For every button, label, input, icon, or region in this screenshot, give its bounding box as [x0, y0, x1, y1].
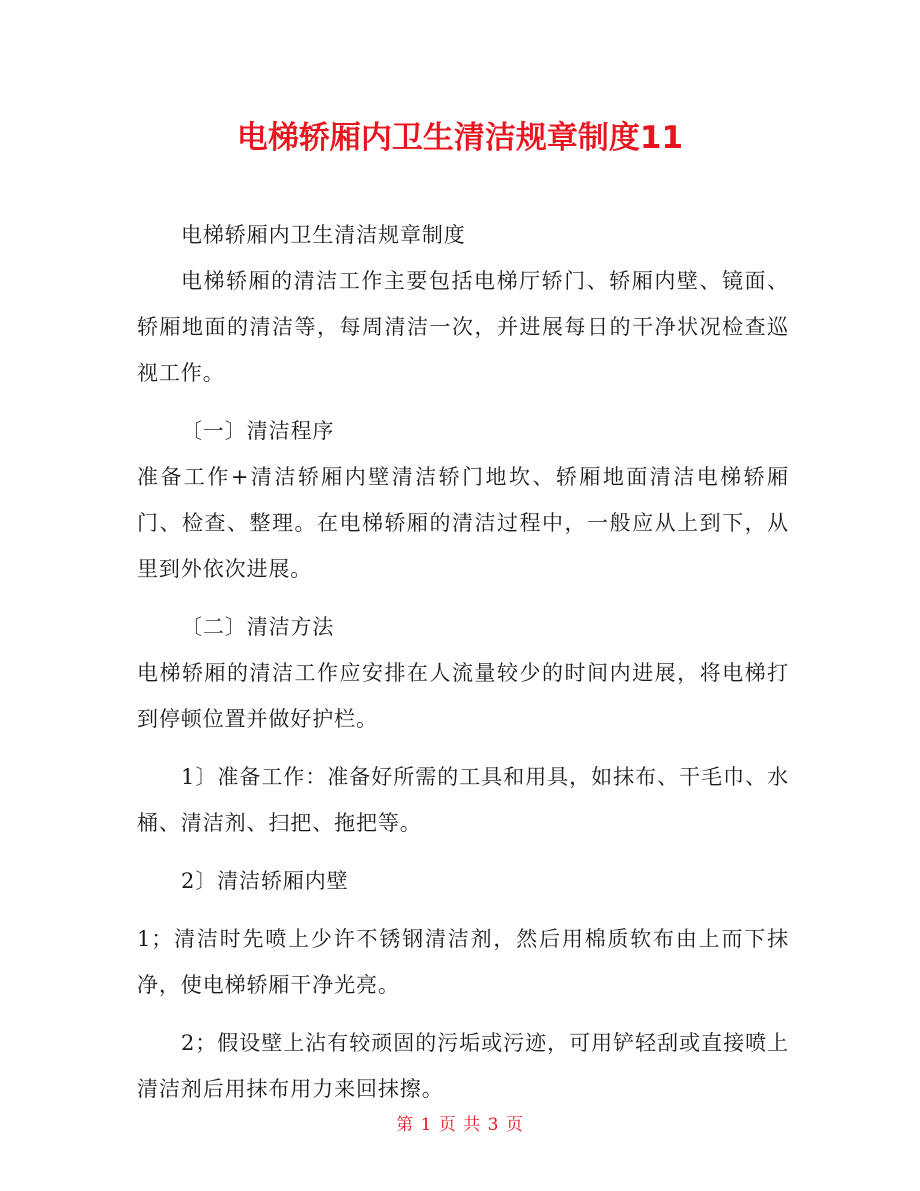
preparation-paragraph: 1〕准备工作：准备好所需的工具和用具，如抹布、干毛巾、水桶、清洁剂、扫把、拖把等。 — [137, 765, 789, 835]
subheading-cleaning-method: 〔二〕清洁方法 — [181, 615, 335, 639]
wall-step-2-paragraph: 2；假设壁上沾有较顽固的污垢或污迹，可用铲轻刮或直接喷上清洁剂后用抹布用力来回抹擦。 — [137, 1031, 789, 1101]
wall-step-1-paragraph: 1；清洁时先喷上少许不锈钢清洁剂，然后用棉质软布由上而下抹净，使电梯轿厢干净光亮。 — [137, 927, 789, 997]
subheading-clean-inner-wall: 2〕清洁轿厢内壁 — [181, 869, 349, 893]
procedure-paragraph: 准备工作+清洁轿厢内壁清洁轿门地坎、轿厢地面清洁电梯轿厢门、检查、整理。在电梯轿厢的清洁过程中，一般应从上到下，从里到外依次进展。 — [137, 465, 789, 581]
section-heading: 电梯轿厢内卫生清洁规章制度 — [181, 223, 466, 247]
intro-paragraph: 电梯轿厢的清洁工作主要包括电梯厅轿门、轿厢内壁、镜面、轿厢地面的清洁等，每周清洁一次，并进展每日的干净状况检查巡视工作。 — [137, 269, 789, 385]
subheading-cleaning-procedure: 〔一〕清洁程序 — [181, 419, 335, 443]
page-number-footer: 第 1 页 共 3 页 — [396, 1115, 524, 1135]
document-title: 电梯轿厢内卫生清洁规章制度11 — [236, 120, 684, 156]
document-body — [137, 212, 789, 1112]
method-paragraph: 电梯轿厢的清洁工作应安排在人流量较少的时间内进展，将电梯打到停顿位置并做好护栏。 — [137, 661, 789, 731]
